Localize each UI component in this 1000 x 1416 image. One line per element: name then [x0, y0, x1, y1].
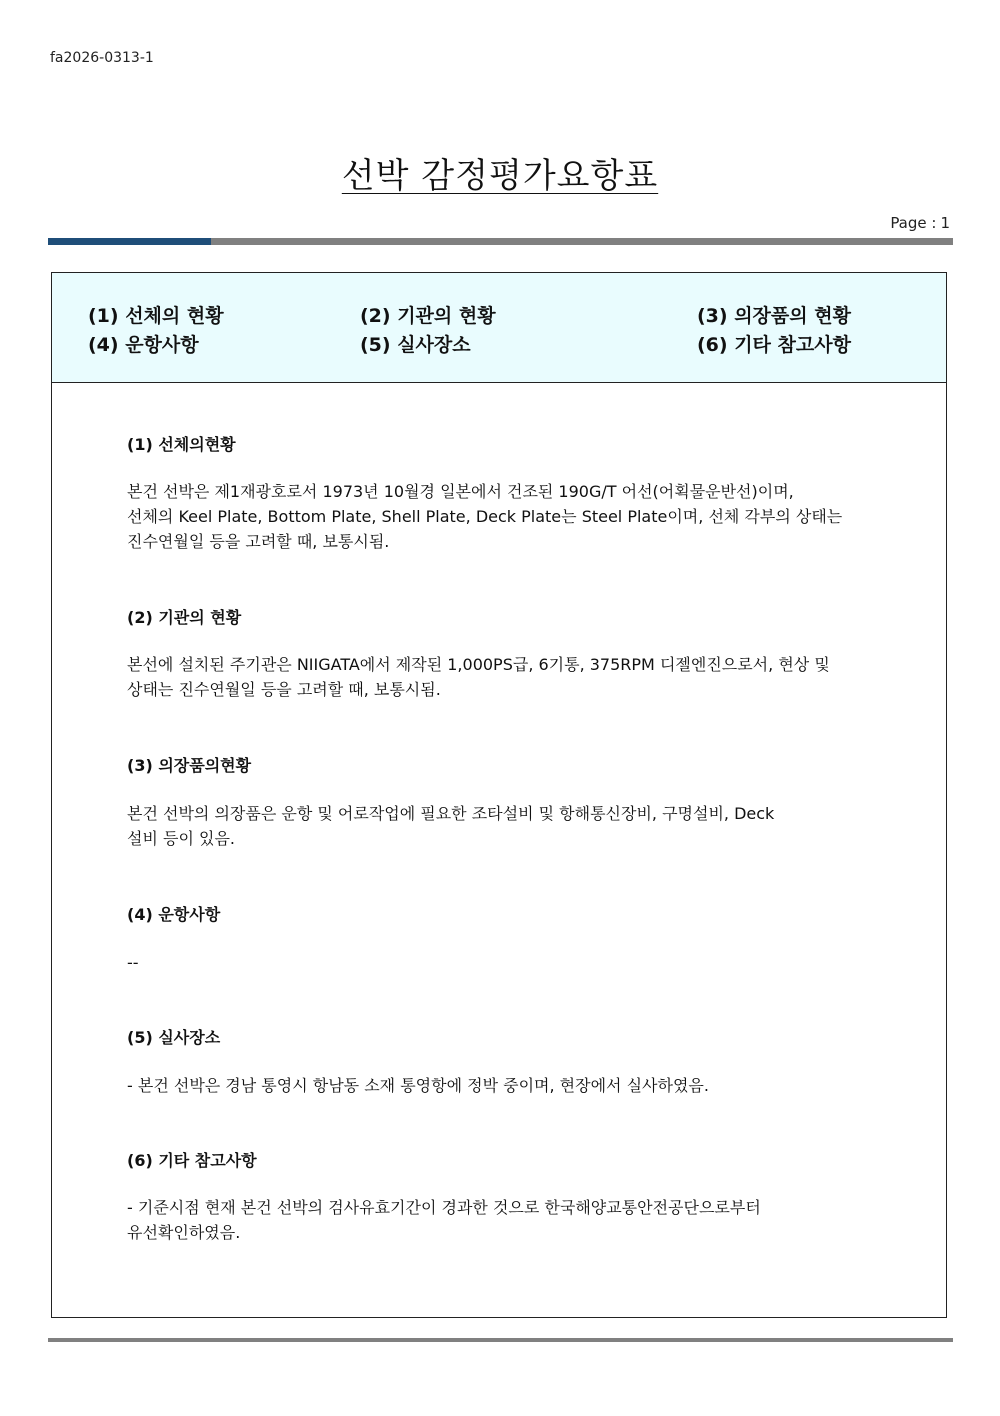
- header-rule: [48, 238, 953, 245]
- toc-item-inspection-site: (5) 실사장소: [360, 334, 471, 356]
- section-heading-operation: (4) 운항사항: [127, 905, 221, 924]
- page-number-value: 1: [940, 214, 950, 232]
- toc-item-engine: (2) 기관의 현황: [360, 305, 496, 327]
- section-line: - 본건 선박은 경남 통영시 항남동 소재 통영항에 정박 중이며, 현장에서 실사하였음.: [127, 1076, 709, 1095]
- section-body-engine: [127, 652, 937, 702]
- section-line: 상태는 진수연월일 등을 고려할 때, 보통시됨.: [127, 680, 441, 699]
- section-heading-hull: (1) 선체의현황: [127, 435, 236, 454]
- section-heading-equipment: (3) 의장품의현황: [127, 756, 252, 775]
- document-id: fa2026-0313-1: [50, 50, 154, 66]
- section-line: 본건 선박의 의장품은 운항 및 어로작업에 필요한 조타설비 및 항해통신장비, 구명설비, Deck: [127, 804, 775, 823]
- page-number: [890, 214, 950, 232]
- footer-rule: [48, 1338, 953, 1342]
- toc-item-hull: (1) 선체의 현황: [88, 305, 224, 327]
- content-box: [51, 272, 947, 1318]
- page-label: Page :: [890, 214, 937, 232]
- section-heading-engine: (2) 기관의 현황: [127, 608, 242, 627]
- section-line: --: [127, 953, 139, 972]
- toc-item-equipment: (3) 의장품의 현황: [697, 305, 851, 327]
- section-heading-inspection-site: (5) 실사장소: [127, 1028, 221, 1047]
- page-title: [0, 148, 1000, 197]
- header-rule-accent: [48, 238, 211, 245]
- toc-item-operation: (4) 운항사항: [88, 334, 199, 356]
- section-line: 본건 선박은 제1재광호로서 1973년 10월경 일본에서 건조된 190G/T 어선(어획물운반선)이며,: [127, 482, 794, 501]
- section-body-inspection-site: [127, 1073, 937, 1098]
- toc-item-other-notes: (6) 기타 참고사항: [697, 334, 851, 356]
- section-line: 설비 등이 있음.: [127, 829, 235, 848]
- section-line: - 기준시점 현재 본건 선박의 검사유효기간이 경과한 것으로 한국해양교통안전공단으로부터: [127, 1198, 761, 1217]
- section-line: 진수연월일 등을 고려할 때, 보통시됨.: [127, 532, 390, 551]
- section-heading-other-notes: (6) 기타 참고사항: [127, 1151, 257, 1170]
- section-body-other-notes: [127, 1195, 937, 1245]
- section-line: 본선에 설치된 주기관은 NIIGATA에서 제작된 1,000PS급, 6기통, 375RPM 디젤엔진으로서, 현상 및: [127, 655, 830, 674]
- section-body-equipment: [127, 801, 937, 851]
- section-body-hull: [127, 479, 937, 554]
- section-line: 유선확인하였음.: [127, 1223, 241, 1242]
- page-title-text: 선박 감정평가요항표: [341, 156, 659, 196]
- section-body-operation: [127, 950, 937, 975]
- section-line: 선체의 Keel Plate, Bottom Plate, Shell Plate, Deck Plate는 Steel Plate이며, 선체 각부의 상태는: [127, 507, 843, 526]
- table-of-contents: [52, 273, 946, 383]
